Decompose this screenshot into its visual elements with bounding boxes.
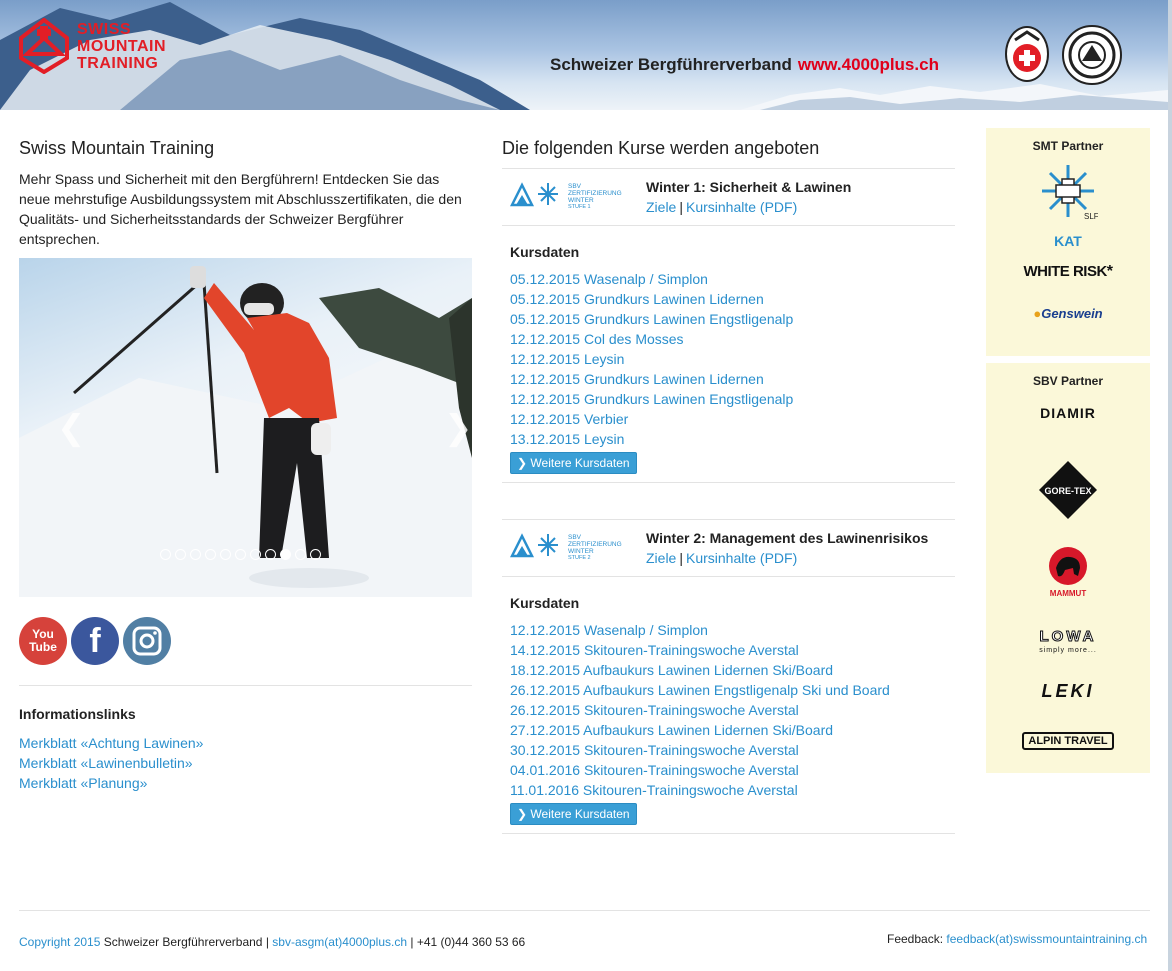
carousel-next-icon[interactable]: ❯ — [444, 409, 472, 447]
course-date-link[interactable]: 26.12.2015 Skitouren-Trainingswoche Averstal — [510, 702, 799, 718]
carousel-dot[interactable] — [295, 549, 306, 560]
footer-email-link[interactable]: sbv-asgm(at)4000plus.ch — [272, 935, 408, 949]
genswein-logo[interactable]: ●Genswein — [1033, 306, 1103, 321]
leki-logo[interactable]: LEKI — [1041, 681, 1095, 701]
intro-text: Mehr Spass und Sicherheit mit den Bergführern! Entdecken Sie das neue mehrstufige Ausbildungssystem mit Abschlusszertifikaten, die den Qualitäts- und Sicherheitsstandards der Schweizer Bergführer entsprechen. — [19, 171, 462, 247]
lowa-logo[interactable]: LOWA — [1039, 628, 1097, 645]
carousel-dot[interactable] — [190, 549, 201, 560]
carousel-dot[interactable] — [220, 549, 231, 560]
course-links-winter-1: Ziele | Kursinhalte (PDF) — [646, 199, 798, 215]
kat-logo[interactable]: KAT — [1054, 233, 1082, 249]
banner-title — [550, 55, 939, 75]
footer-divider — [19, 910, 1150, 911]
course-divider — [502, 482, 955, 483]
genswein-swirl-icon: ● — [1033, 306, 1042, 321]
kursdaten-label: Kursdaten — [510, 595, 580, 611]
ziele-link[interactable]: Ziele — [646, 199, 677, 215]
social-links — [19, 617, 171, 665]
course-date-link[interactable]: 14.12.2015 Skitouren-Trainingswoche Averstal — [510, 642, 799, 658]
intro-section — [19, 138, 472, 249]
svg-text:WINTER: WINTER — [568, 197, 594, 204]
logo-line-2: MOUNTAIN — [77, 37, 167, 55]
svg-text:ZERTIFIZIERUNG: ZERTIFIZIERUNG — [568, 190, 622, 197]
carousel-dot[interactable] — [280, 549, 291, 560]
chevron-down-icon: ❯︎ — [517, 456, 528, 470]
course-dates-list — [510, 269, 793, 449]
svg-text:WINTER: WINTER — [568, 548, 594, 555]
course-date-link[interactable]: 27.12.2015 Aufbaukurs Lawinen Lidernen Ski/Board — [510, 722, 834, 738]
carousel-dot[interactable] — [175, 549, 186, 560]
course-header-winter-1 — [502, 168, 955, 226]
logo-line-3: TRAINING — [77, 54, 159, 72]
course-date-link[interactable]: 05.12.2015 Grundkurs Lawinen Lidernen — [510, 291, 764, 307]
facebook-icon[interactable]: f — [71, 617, 119, 665]
svg-text:SBV: SBV — [568, 534, 582, 541]
diamir-logo[interactable]: DIAMIR — [1040, 405, 1096, 421]
window-edge — [1168, 0, 1172, 971]
course-links-winter-2: Ziele | Kursinhalte (PDF) — [646, 550, 798, 566]
lowa-tagline: simply more... — [1039, 647, 1097, 654]
course-date-link[interactable]: 12.12.2015 Wasenalp / Simplon — [510, 622, 708, 638]
course-header-winter-2 — [502, 519, 955, 577]
intro-title: Swiss Mountain Training — [19, 138, 215, 158]
course-date-link[interactable]: 12.12.2015 Grundkurs Lawinen Engstligenalp — [510, 391, 794, 407]
carousel-dot[interactable] — [205, 549, 216, 560]
sbv-partner-box — [986, 363, 1150, 773]
course-date-link[interactable]: 12.12.2015 Grundkurs Lawinen Lidernen — [510, 371, 764, 387]
info-link-lawinenbulletin[interactable]: Merkblatt «Lawinenbulletin» — [19, 755, 193, 771]
goretex-logo[interactable] — [986, 459, 1150, 526]
sbv-winter-1-icon — [510, 179, 628, 209]
footer-org: Schweizer Bergführerverband — [103, 935, 263, 949]
svg-text:SBV: SBV — [568, 183, 582, 190]
info-links-title: Informationslinks — [19, 706, 136, 722]
feedback-email-link[interactable]: feedback(at)swissmountaintraining.ch — [946, 932, 1148, 946]
course-date-link[interactable]: 04.01.2016 Skitouren-Trainingswoche Averstal — [510, 762, 799, 778]
smt-partner-box — [986, 128, 1150, 356]
slf-logo[interactable] — [986, 161, 1150, 226]
course-date-link[interactable]: 18.12.2015 Aufbaukurs Lawinen Lidernen Ski/Board — [510, 662, 834, 678]
course-date-link[interactable]: 11.01.2016 Skitouren-Trainingswoche Averstal — [510, 782, 798, 798]
chevron-down-icon: ❯︎ — [517, 807, 528, 821]
carousel-prev-icon[interactable]: ❮ — [57, 409, 86, 447]
carousel-indicators — [160, 549, 321, 560]
svg-text:GORE-TEX: GORE-TEX — [1044, 486, 1092, 496]
bergfuehrer-badge-icon[interactable] — [1005, 26, 1049, 82]
courses-section — [502, 138, 955, 159]
carousel-dot[interactable] — [265, 549, 276, 560]
info-link-planung[interactable]: Merkblatt «Planung» — [19, 775, 148, 791]
svg-text:ZERTIFIZIERUNG: ZERTIFIZIERUNG — [568, 541, 622, 548]
sbv-winter-2-icon — [510, 530, 628, 560]
course-date-link[interactable]: 05.12.2015 Wasenalp / Simplon — [510, 271, 708, 287]
carousel-dot[interactable] — [310, 549, 321, 560]
more-dates-button[interactable]: ❯︎ Weitere Kursdaten — [510, 452, 637, 474]
carousel-dot[interactable] — [250, 549, 261, 560]
info-links-list — [19, 733, 203, 793]
footer-copyright: Copyright 2015 Schweizer Bergführerverband | sbv-asgm(at)4000plus.ch | +41 (0)44 360 53 66 — [19, 935, 526, 949]
skier-photo — [19, 258, 472, 597]
course-date-link[interactable]: 05.12.2015 Grundkurs Lawinen Engstligenalp — [510, 311, 794, 327]
org-name: Schweizer Bergführerverband — [550, 55, 792, 74]
course-dates-list — [510, 620, 890, 800]
mammut-logo[interactable] — [986, 546, 1150, 605]
footer-phone: +41 (0)44 360 53 66 — [416, 935, 526, 949]
site-logo[interactable] — [19, 18, 166, 74]
course-date-link[interactable]: 26.12.2015 Aufbaukurs Lawinen Engstligenalp Ski und Board — [510, 682, 890, 698]
course-date-link[interactable]: 12.12.2015 Col des Mosses — [510, 331, 684, 347]
swiss-mountain-logo-icon — [19, 18, 69, 74]
course-date-link[interactable]: 30.12.2015 Skitouren-Trainingswoche Averstal — [510, 742, 799, 758]
carousel-dot[interactable] — [235, 549, 246, 560]
more-dates-button[interactable]: ❯︎ Weitere Kursdaten — [510, 803, 637, 825]
svg-text:STUFE 2: STUFE 2 — [568, 555, 591, 560]
svg-text:MAMMUT: MAMMUT — [1049, 589, 1087, 598]
course-date-link[interactable]: 12.12.2015 Verbier — [510, 411, 629, 427]
header-banner — [0, 0, 1168, 110]
sbv-partner-title: SBV Partner — [1032, 374, 1104, 388]
kursdaten-label: Kursdaten — [510, 244, 580, 260]
smt-partner-title: SMT Partner — [1032, 139, 1104, 153]
feedback-label: Feedback: — [887, 932, 944, 946]
image-carousel[interactable] — [19, 258, 472, 597]
course-title-winter-1: Winter 1: Sicherheit & Lawinen — [646, 179, 852, 195]
youtube-icon[interactable]: You Tube — [19, 617, 67, 665]
logo-text — [77, 21, 166, 72]
kursinhalte-pdf-link[interactable]: Kursinhalte (PDF) — [686, 550, 798, 566]
course-title-winter-2: Winter 2: Management des Lawinenrisikos — [646, 530, 929, 546]
course-date-link[interactable]: 13.12.2015 Leysin — [510, 431, 625, 447]
footer-feedback — [887, 932, 1147, 946]
kursinhalte-pdf-link[interactable]: Kursinhalte (PDF) — [686, 199, 798, 215]
logo-line-1: SWISS — [77, 20, 132, 38]
copyright-link[interactable]: Copyright 2015 — [19, 935, 101, 949]
ifmga-badge-icon[interactable] — [1062, 25, 1122, 85]
org-url-link[interactable]: www.4000plus.ch — [797, 55, 939, 74]
svg-text:SLF: SLF — [1084, 212, 1098, 221]
info-link-achtung-lawinen[interactable]: Merkblatt «Achtung Lawinen» — [19, 735, 204, 751]
courses-heading: Die folgenden Kurse werden angeboten — [502, 138, 820, 158]
left-divider — [19, 685, 472, 686]
svg-text:STUFE 1: STUFE 1 — [568, 204, 591, 209]
alpin-travel-logo[interactable]: ALPIN TRAVEL — [986, 731, 1150, 750]
slf-snowflake-icon — [1038, 161, 1098, 221]
mammut-icon — [1038, 546, 1098, 600]
white-risk-logo[interactable]: WHITE RISK* — [1023, 263, 1113, 280]
instagram-icon[interactable] — [123, 617, 171, 665]
ziele-link[interactable]: Ziele — [646, 550, 677, 566]
course-divider — [502, 833, 955, 834]
goretex-diamond-icon — [1037, 459, 1099, 521]
carousel-dot[interactable] — [160, 549, 171, 560]
course-date-link[interactable]: 12.12.2015 Leysin — [510, 351, 625, 367]
